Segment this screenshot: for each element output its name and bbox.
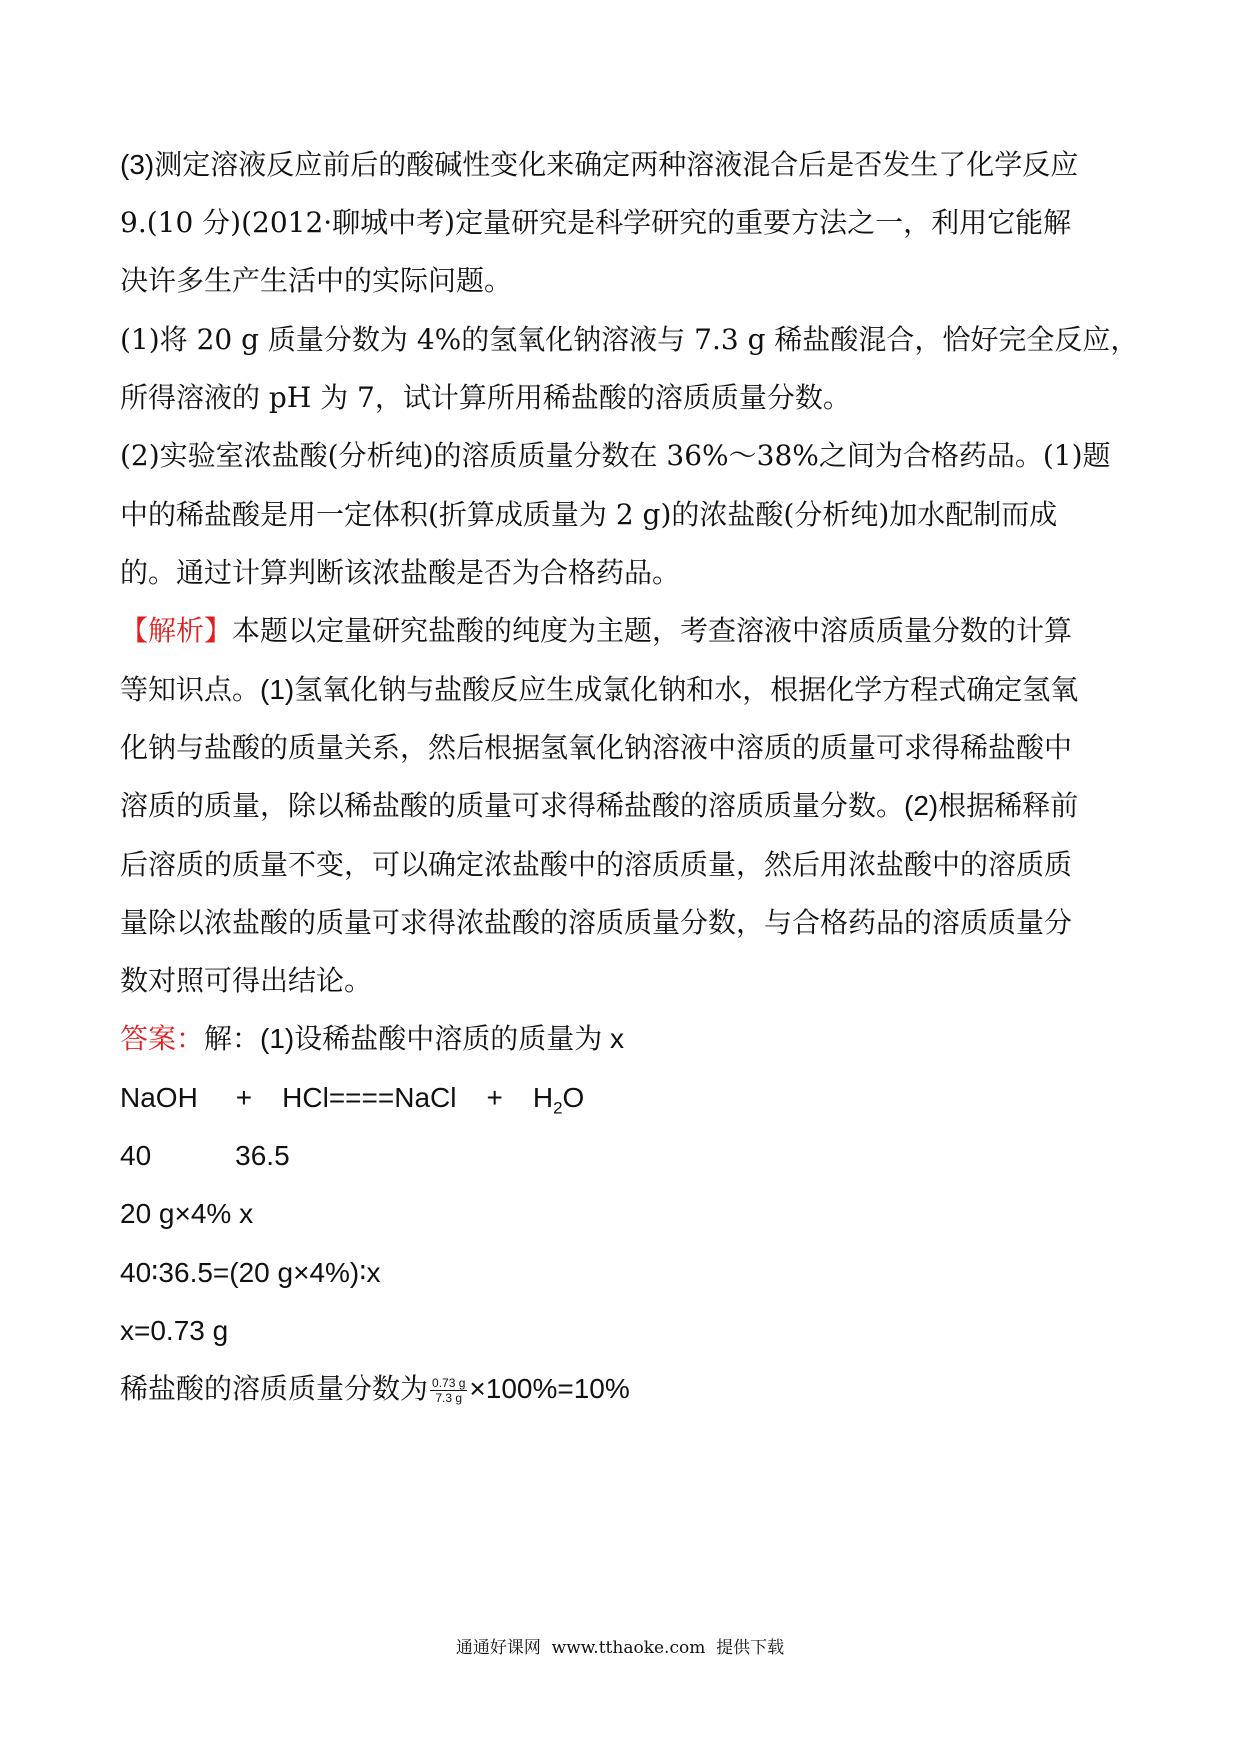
fraction: [430, 1376, 467, 1405]
question-9-line-2: 决许多生产生活中的实际问题。: [120, 264, 513, 297]
answer-intro: 解：(1)设稀盐酸中溶质的质量为 x: [204, 1023, 625, 1054]
plus-sign-1: +: [235, 1082, 253, 1113]
part3-answer-line: (3)测定溶液反应前后的酸碱性变化来确定两种溶液混合后是否发生了化学反应: [120, 149, 1079, 180]
result-line: x=0.73 g: [120, 1315, 229, 1346]
chemical-equation: [120, 1078, 584, 1129]
analysis-line-4: 溶质的质量，除以稀盐酸的质量可求得稀盐酸的溶质质量分数。(2)根据稀释前: [120, 790, 1079, 821]
analysis-label: 【解析】: [120, 615, 233, 646]
page-footer: 通通好课网 www.tthaoke.com 提供下载: [455, 1638, 785, 1658]
percent-prefix: 稀盐酸的溶质质量分数为: [120, 1373, 429, 1404]
formula-naoh: NaOH: [120, 1082, 198, 1113]
analysis-line-1: [120, 611, 1072, 651]
formula-water: $H_2O$: [532, 1082, 585, 1118]
percent-line: [120, 1369, 630, 1409]
analysis-line-7: 数对照可得出结论。: [120, 965, 373, 996]
question-9-sub2-line-2: 中的稀盐酸是用一定体积(折算成质量为 2 g)的浓盐酸(分析纯)加水配制而成: [120, 498, 1058, 531]
given-mass-line: 20 g×4% x: [120, 1198, 254, 1229]
fraction-numerator: 0.73 g: [432, 1376, 466, 1391]
percent-suffix: ×100%=10%: [469, 1373, 630, 1404]
question-9-sub2-line-3: 的。通过计算判断该浓盐酸是否为合格药品。: [120, 556, 681, 589]
fraction-denominator: 7.3 g: [435, 1391, 463, 1406]
molar-mass-hcl: 36.5: [235, 1140, 290, 1171]
molar-mass-line: [120, 1136, 290, 1176]
analysis-text-1: 本题以定量研究盐酸的纯度为主题，考查溶液中溶质质量分数的计算: [232, 615, 1073, 646]
question-9-sub2-line-1: (2)实验室浓盐酸(分析纯)的溶质质量分数在 36%～38%之间为合格药品。(1)题: [120, 439, 1111, 472]
plus-sign-2: +: [486, 1082, 503, 1113]
ratio-line: 40∶36.5=(20 g×4%)∶x: [120, 1257, 381, 1288]
question-9-sub1-line-1: (1)将 20 g 质量分数为 4%的氢氧化钠溶液与 7.3 g 稀盐酸混合，恰好完全反应，: [120, 323, 1139, 356]
molar-mass-naoh: 40: [120, 1140, 152, 1171]
formula-hcl-nacl: HCl====NaCl: [282, 1082, 457, 1113]
analysis-line-3: 化钠与盐酸的质量关系，然后根据氢氧化钠溶液中溶质的质量可求得稀盐酸中: [120, 732, 1073, 763]
answer-label: 答案：: [120, 1023, 205, 1054]
analysis-line-2: 等知识点。(1)氢氧化钠与盐酸反应生成氯化钠和水，根据化学方程式确定氢氧: [120, 674, 1079, 705]
analysis-line-5: 后溶质的质量不变，可以确定浓盐酸中的溶质质量，然后用浓盐酸中的溶质质: [120, 849, 1073, 880]
answer-line-1: [120, 1019, 624, 1059]
question-9-sub1-line-2: 所得溶液的 pH 为 7，试计算所用稀盐酸的溶质质量分数。: [120, 381, 851, 414]
question-9-line-1: 9.(10 分)(2012·聊城中考)定量研究是科学研究的重要方法之一，利用它能解: [120, 206, 1072, 239]
analysis-line-6: 量除以浓盐酸的质量可求得浓盐酸的溶质质量分数，与合格药品的溶质质量分: [120, 907, 1073, 938]
